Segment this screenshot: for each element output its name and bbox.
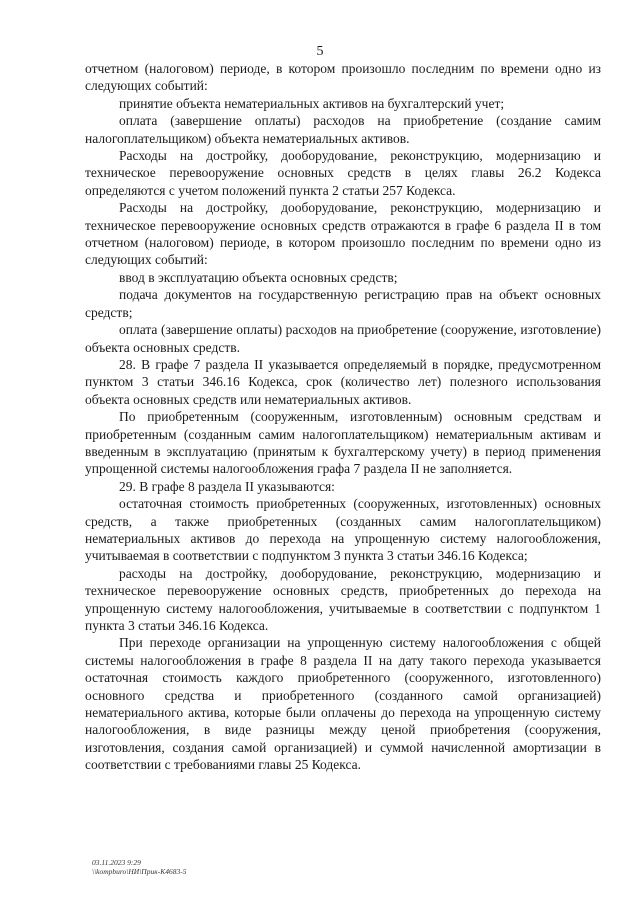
- document-body: [85, 60, 601, 774]
- paragraph: оплата (завершение оплаты) расходов на приобретение (создание самим налогоплательщиком) объекта нематериальных активов.: [85, 113, 601, 146]
- paragraph: Расходы на достройку, дооборудование, реконструкцию, модернизацию и техническое перевооружение основных средств в целях главы 26.2 Кодекса определяются с учетом положений пункта 2 статьи 257 Кодекса.: [85, 148, 601, 198]
- paragraph: По приобретенным (сооруженным, изготовленным) основным средствам и приобретенным (созданным самим налогоплательщиком) нематериальным активам и введенным в эксплуатацию (принятым к бухгалтерскому учету) в период применения упрощенной системы налогообложения графа 7 раздела II не заполняется.: [85, 409, 601, 477]
- paragraph: 29. В графе 8 раздела II указываются:: [119, 478, 335, 494]
- footer-path: \\kompburo\НИ\Прик-К4683-5: [92, 867, 187, 876]
- paragraph: оплата (завершение оплаты) расходов на приобретение (сооружение, изготовление) объекта основных средств.: [85, 322, 601, 355]
- page-number: 5: [316, 44, 324, 59]
- paragraph: отчетном (налоговом) периоде, в котором произошло последним по времени одно из следующих событий:: [85, 61, 601, 94]
- paragraph: остаточная стоимость приобретенных (сооруженных, изготовленных) основных средств, а также приобретенных (созданных самим налогоплательщиком) нематериальных активов до перехода на упрощенную систему налогообложения, учитываемая в соответствии с подпунктом 3 пункта 3 статьи 346.16 Кодекса;: [85, 496, 601, 564]
- paragraph: Расходы на достройку, дооборудование, реконструкцию, модернизацию и техническое перевооружение основных средств отражаются в графе 6 раздела II в том отчетном (налоговом) периоде, в котором произошло последним по времени одно из следующих событий:: [85, 200, 601, 268]
- paragraph: 28. В графе 7 раздела II указывается определяемый в порядке, предусмотренном пунктом 3 статьи 346.16 Кодекса, срок (количество лет) полезного использования объекта основных средств или нематериальных активов.: [85, 356, 601, 407]
- paragraph: При переходе организации на упрощенную систему налогообложения с общей системы налогообложения в графе 8 раздела II на дату такого перехода указывается остаточная стоимость каждого приобретенного (сооруженного, изготовленного) основного средства и приобретенного (созданного самой организацией) нематериального актива, которые были оплачены до перехода на упрощенную систему налогообложения, в виде разницы между ценой приобретения (сооружения, изготовления, создания самой организацией) и суммой начисленной амортизации в соответствии с требованиями главы 25 Кодекса.: [85, 635, 601, 773]
- paragraph: ввод в эксплуатацию объекта основных средств;: [119, 269, 398, 285]
- footer-date: 03.11.2023 9:29: [92, 858, 141, 867]
- paragraph: принятие объекта нематериальных активов на бухгалтерский учет;: [119, 95, 505, 111]
- footer: [92, 858, 186, 876]
- paragraph: расходы на достройку, дооборудование, реконструкцию, модернизацию и техническое перевооружение основных средств, приобретенных до перехода на упрощенную систему налогообложения, учитываемые в соответствии с подпунктом 1 пункта 3 статьи 346.16 Кодекса.: [85, 565, 601, 633]
- paragraph: подача документов на государственную регистрацию прав на объект основных средств;: [85, 287, 601, 320]
